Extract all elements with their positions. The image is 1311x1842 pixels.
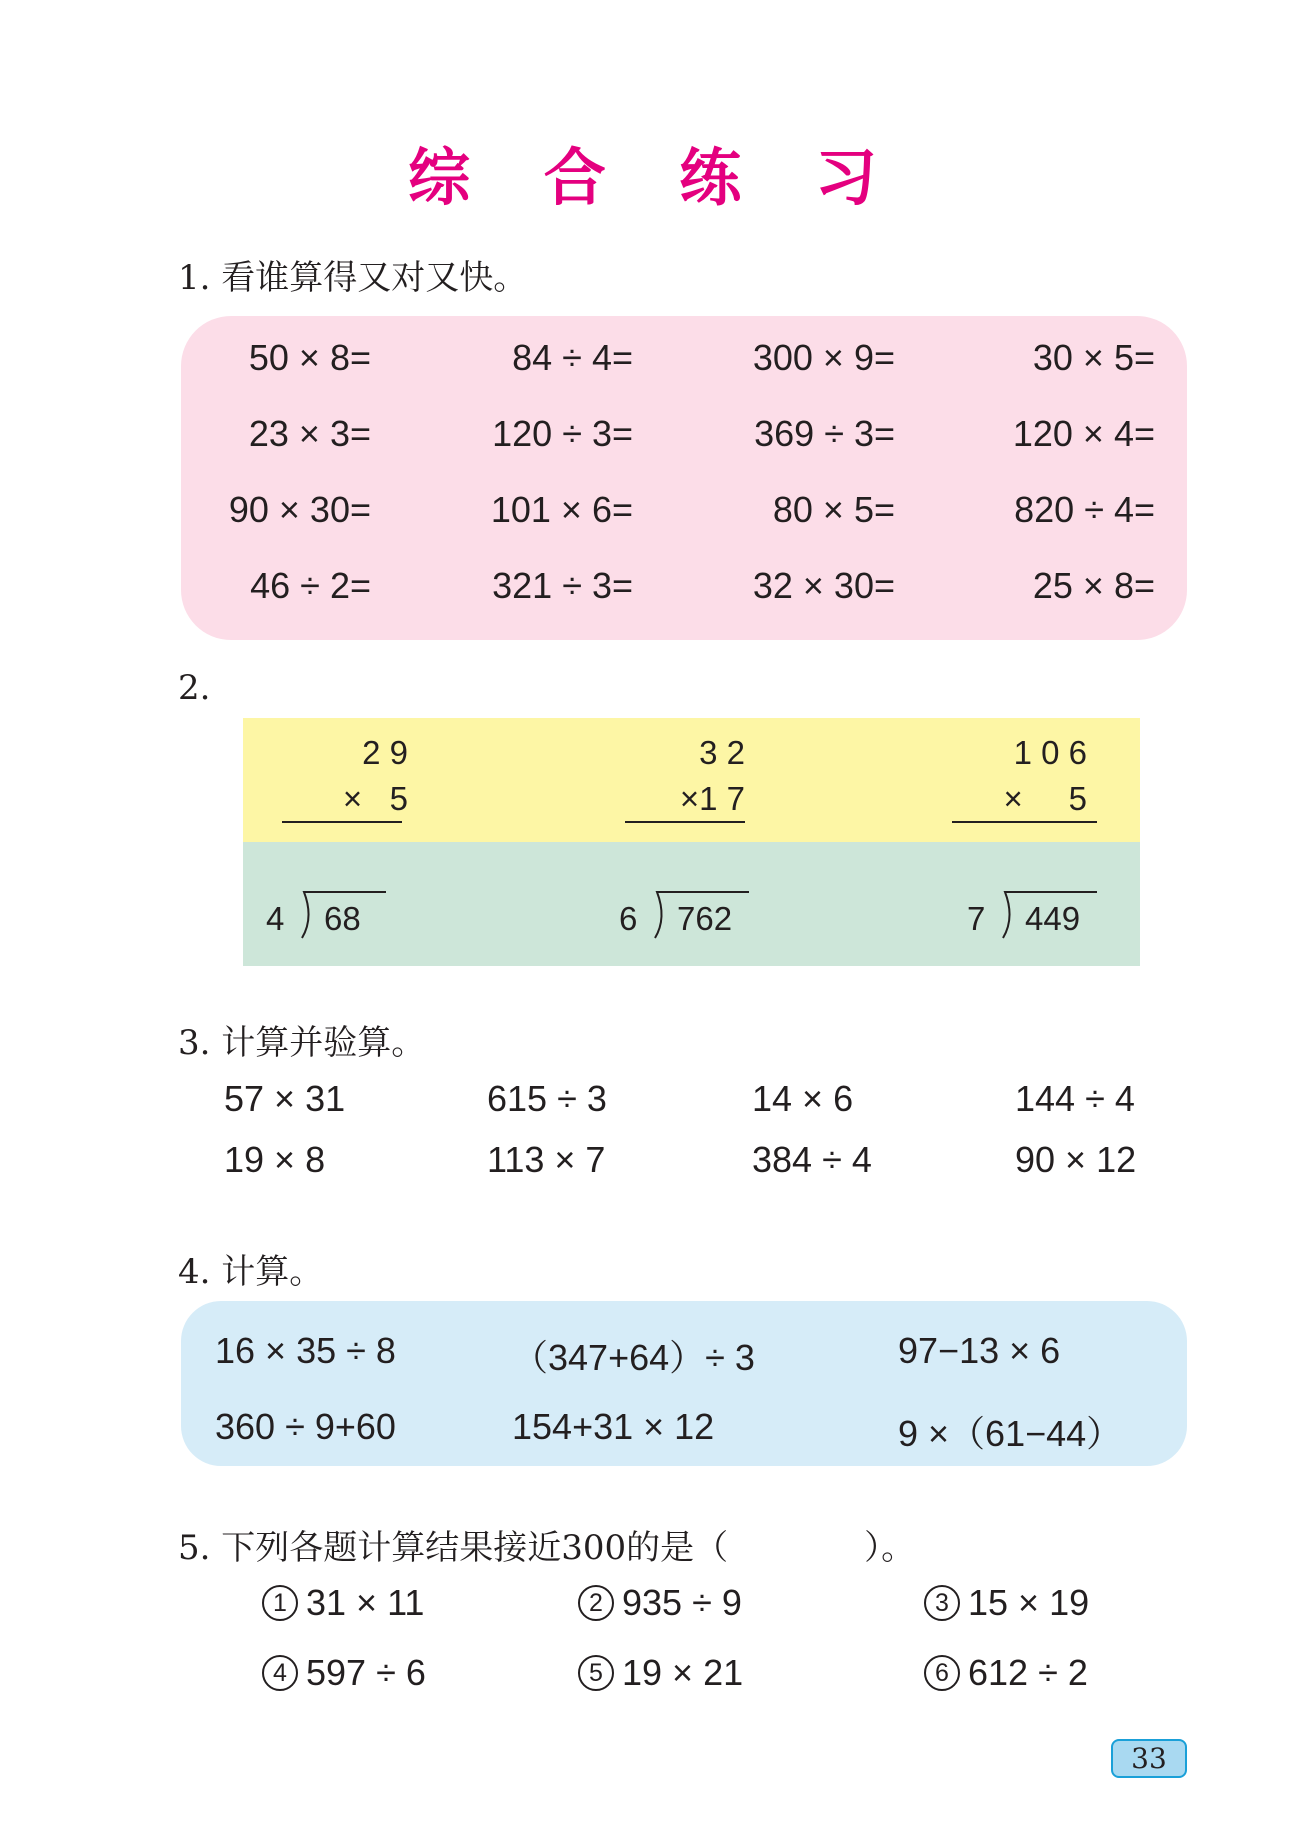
oral-calc-item: 25 × 8= [1032, 565, 1155, 606]
mult-3-bottom: × 5 [1003, 780, 1087, 817]
oral-calc-item: 46 ÷ 2= [250, 565, 371, 606]
division-1 [262, 888, 402, 948]
oral-calc-item: 30 × 5= [1032, 337, 1155, 378]
choice-option [924, 1652, 1088, 1694]
verify-calc-item: 615 ÷ 3 [487, 1078, 607, 1119]
oral-calc-item: 120 × 4= [1012, 413, 1155, 454]
oral-calc-item: 80 × 5= [772, 489, 895, 530]
oral-calc-item: 300 × 9= [752, 337, 895, 378]
option-number: 3 [924, 1585, 960, 1621]
oral-calc-item: 23 × 3= [248, 413, 371, 454]
option-number: 6 [924, 1655, 960, 1691]
mult-1-top: 2 9 [362, 734, 408, 771]
verify-calc-item: 19 × 8 [224, 1139, 326, 1180]
choice-option [578, 1652, 743, 1694]
divisor-1: 4 [266, 900, 285, 937]
choice-option [262, 1582, 424, 1624]
section-4-label: 4. 计算。 [178, 1252, 324, 1292]
mult-2-bottom: ×1 7 [679, 780, 745, 817]
section-5-label: 5. 下列各题计算结果接近300的是（ ）。 [178, 1528, 916, 1568]
option-number: 4 [262, 1655, 298, 1691]
dividend-3: 449 [1025, 900, 1081, 937]
dividend-1: 68 [324, 900, 361, 937]
mult-2-top: 3 2 [699, 734, 745, 771]
oral-calc-item: 90 × 30= [228, 489, 371, 530]
verify-calc-item: 57 × 31 [224, 1078, 346, 1119]
mult-1-line [282, 821, 402, 823]
page-title: 综 合 练 习 [408, 141, 903, 214]
option-expression: 935 ÷ 9 [622, 1582, 742, 1623]
section-2-label: 2. [178, 668, 211, 708]
option-number: 2 [578, 1585, 614, 1621]
division-2 [615, 888, 765, 948]
oral-calc-item: 84 ÷ 4= [512, 337, 633, 378]
verify-calc-item: 14 × 6 [752, 1078, 854, 1119]
oral-calc-item: 369 ÷ 3= [754, 413, 895, 454]
mixed-calc-item: 9 ×（61−44） [898, 1413, 1123, 1454]
oral-calc-item: 101 × 6= [490, 489, 633, 530]
verify-calc-item: 90 × 12 [1015, 1139, 1137, 1180]
choice-option [262, 1652, 426, 1694]
option-expression: 612 ÷ 2 [968, 1652, 1088, 1693]
oral-calc-item: 32 × 30= [752, 565, 895, 606]
oral-calc-item: 321 ÷ 3= [492, 565, 633, 606]
mixed-calc-item: 16 × 35 ÷ 8 [215, 1330, 396, 1371]
section-1-label: 1. 看谁算得又对又快。 [178, 258, 528, 298]
option-expression: 15 × 19 [968, 1582, 1090, 1623]
mixed-calc-item: 154+31 × 12 [512, 1406, 715, 1447]
option-number: 5 [578, 1655, 614, 1691]
choice-option [578, 1582, 742, 1624]
page-number: 33 [1111, 1739, 1187, 1778]
dividend-2: 762 [677, 900, 733, 937]
oral-calc-item: 820 ÷ 4= [1014, 489, 1155, 530]
option-expression: 19 × 21 [622, 1652, 744, 1693]
mult-2-line [625, 821, 745, 823]
choice-option [924, 1582, 1089, 1624]
option-expression: 597 ÷ 6 [306, 1652, 426, 1693]
verify-calc-item: 113 × 7 [487, 1139, 606, 1180]
mult-3-top: 1 0 6 [1013, 734, 1087, 771]
verify-calc-item: 144 ÷ 4 [1015, 1078, 1135, 1119]
mixed-calc-item: 97−13 × 6 [898, 1330, 1061, 1371]
mixed-calc-item: 360 ÷ 9+60 [215, 1406, 396, 1447]
option-expression: 31 × 11 [306, 1582, 425, 1623]
mult-3-line [952, 821, 1097, 823]
divisor-3: 7 [967, 900, 986, 937]
divisor-2: 6 [619, 900, 638, 937]
oral-calc-item: 120 ÷ 3= [492, 413, 633, 454]
verify-calc-item: 384 ÷ 4 [752, 1139, 872, 1180]
option-number: 1 [262, 1585, 298, 1621]
section-3-label: 3. 计算并验算。 [178, 1023, 426, 1063]
mult-1-bottom: × 5 [342, 780, 408, 817]
mixed-calc-item: （347+64）÷ 3 [512, 1337, 755, 1378]
oral-calc-item: 50 × 8= [248, 337, 371, 378]
division-3 [963, 888, 1113, 948]
